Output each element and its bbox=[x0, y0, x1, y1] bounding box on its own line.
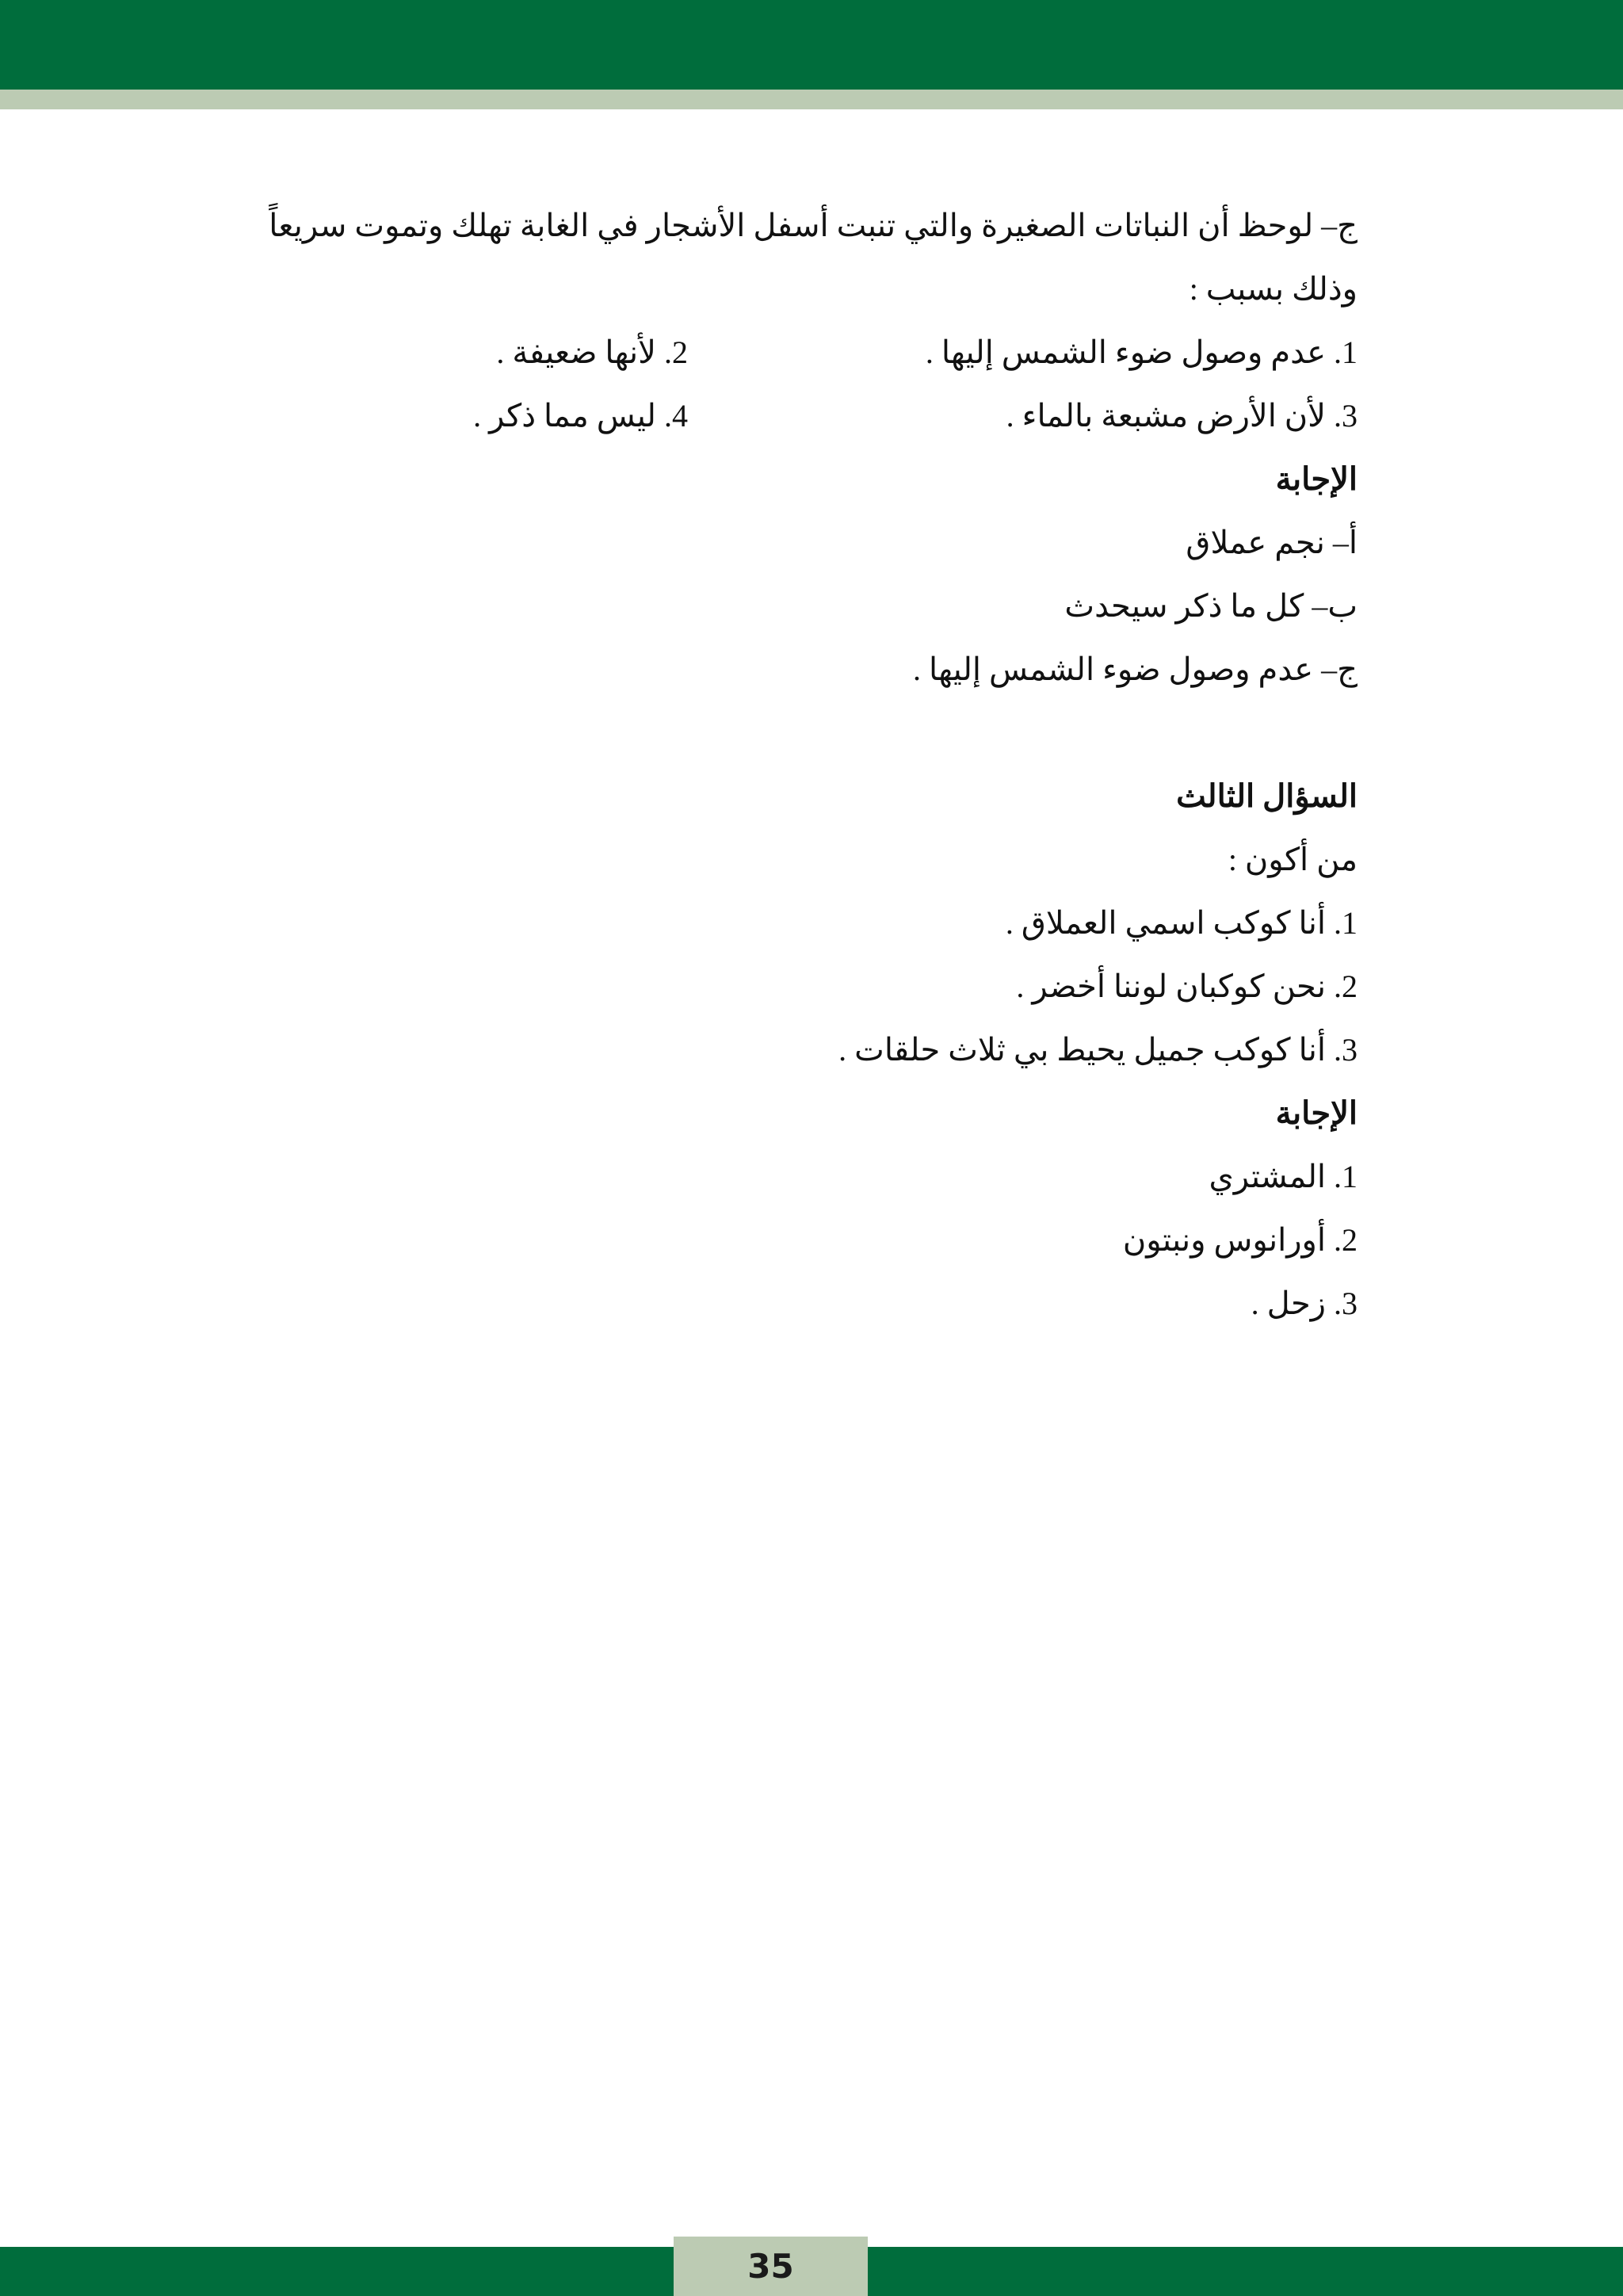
header-stripe bbox=[0, 90, 1623, 109]
question-3-heading: السؤال الثالث bbox=[1176, 778, 1358, 814]
option-3: 3. لأن الأرض مشبعة بالماء . bbox=[1006, 398, 1358, 434]
question-c-text: ج– لوحظ أن النباتات الصغيرة والتي تنبت أسفل الأشجار في الغابة تهلك وتموت سريعاً وذلك بسبب : bbox=[269, 208, 1358, 307]
header-band bbox=[0, 0, 1623, 90]
options-row-2 bbox=[200, 384, 1358, 448]
option-1: 1. عدم وصول ضوء الشمس إليها . bbox=[925, 334, 1358, 370]
question-3-prompt: من أكون : bbox=[1228, 842, 1358, 877]
page-content bbox=[200, 194, 1358, 1335]
option-2: 2. لأنها ضعيفة . bbox=[496, 334, 688, 370]
page-number-box bbox=[674, 2237, 868, 2296]
answer-item: أ– نجم عملاق bbox=[1186, 525, 1358, 560]
section-gap bbox=[200, 701, 1358, 765]
answer-item: 3. زحل . bbox=[1251, 1286, 1358, 1321]
question-3-item: 3. أنا كوكب جميل يحيط بي ثلاث حلقات . bbox=[838, 1032, 1358, 1068]
answer-item: ب– كل ما ذكر سيحدث bbox=[1064, 588, 1358, 624]
option-4: 4. ليس مما ذكر . bbox=[473, 398, 688, 434]
answer-item: 2. أورانوس ونبتون bbox=[1122, 1222, 1358, 1258]
question-3-item: 1. أنا كوكب اسمي العملاق . bbox=[1005, 905, 1358, 941]
options-row-1 bbox=[200, 321, 1358, 384]
answer-item: ج– عدم وصول ضوء الشمس إليها . bbox=[913, 651, 1358, 687]
answer-item: 1. المشتري bbox=[1209, 1159, 1358, 1194]
page-number: 35 bbox=[747, 2247, 794, 2286]
question-3-item: 2. نحن كوكبان لوننا أخضر . bbox=[1016, 968, 1358, 1004]
answer-heading-3: الإجابة bbox=[1275, 1095, 1358, 1131]
answer-heading-1: الإجابة bbox=[1275, 461, 1358, 497]
